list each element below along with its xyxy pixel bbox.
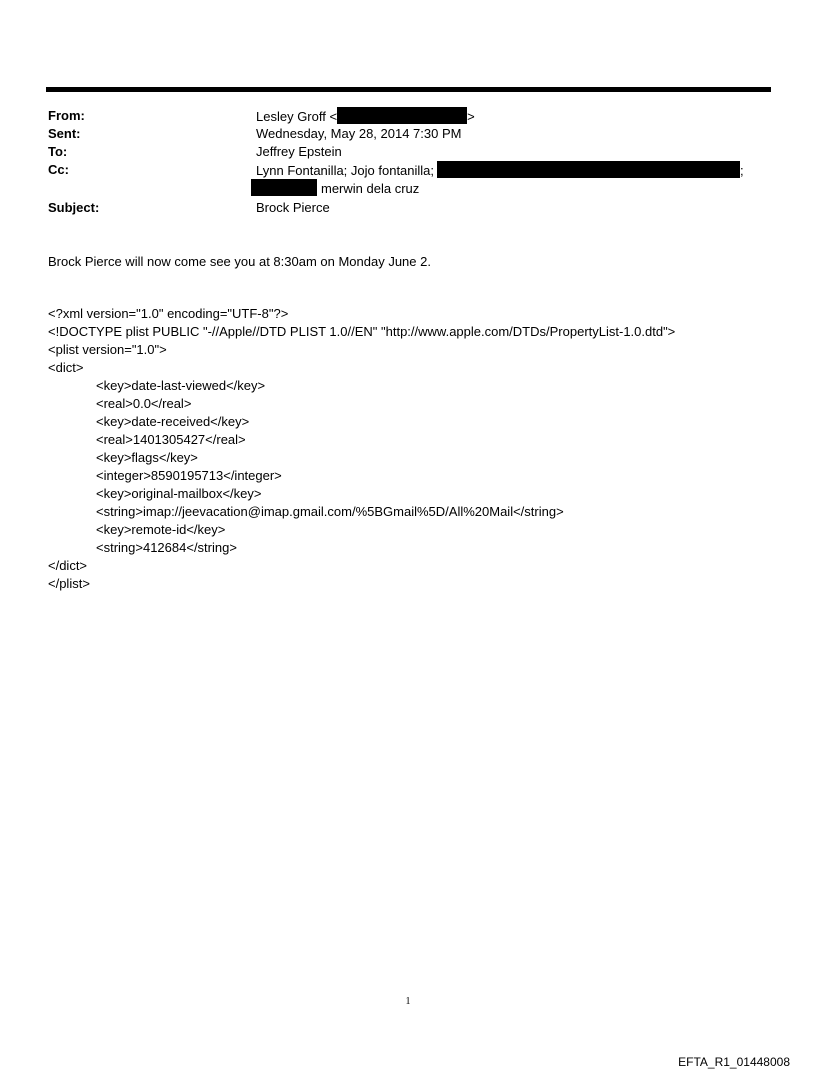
xml-line: <!DOCTYPE plist PUBLIC "-//Apple//DTD PLIST 1.0//EN" "http://www.apple.com/DTDs/PropertyList-1.0.dtd"> (48, 324, 676, 339)
cc-label: Cc: (48, 162, 69, 177)
xml-line: <?xml version="1.0" encoding="UTF-8"?> (48, 306, 289, 321)
from-label: From: (48, 108, 85, 123)
xml-line: <key>date-last-viewed</key> (96, 378, 266, 393)
xml-line: <string>imap://jeevacation@imap.gmail.com/%5BGmail%5D/All%20Mail</string> (96, 504, 564, 519)
xml-line: </plist> (48, 576, 90, 591)
cc-value-line-2 (251, 179, 419, 198)
xml-line: <real>1401305427</real> (96, 432, 246, 447)
subject-value: Brock Pierce (256, 200, 330, 215)
to-value: Jeffrey Epstein (256, 144, 342, 159)
redaction-box (337, 107, 467, 124)
cc-value-line-1 (256, 161, 744, 180)
from-close: > (467, 109, 475, 124)
header-divider (46, 87, 771, 92)
from-name: Lesley Groff < (256, 109, 338, 124)
xml-line: <key>remote-id</key> (96, 522, 226, 537)
xml-line: <real>0.0</real> (96, 396, 192, 411)
document-id: EFTA_R1_01448008 (678, 1055, 790, 1069)
subject-label: Subject: (48, 200, 100, 215)
sent-label: Sent: (48, 126, 81, 141)
xml-line: <dict> (48, 360, 84, 375)
page-number: 1 (405, 996, 411, 1007)
cc-names: Lynn Fontanilla; Jojo fontanilla; (256, 163, 435, 178)
message-body: Brock Pierce will now come see you at 8:30am on Monday June 2. (48, 254, 431, 269)
to-label: To: (48, 144, 68, 159)
xml-line: <plist version="1.0"> (48, 342, 167, 357)
xml-line: <key>original-mailbox</key> (96, 486, 262, 501)
xml-line: </dict> (48, 558, 88, 573)
redaction-box (251, 179, 317, 196)
xml-line: <key>flags</key> (96, 450, 198, 465)
cc-trailing: ; (740, 163, 744, 178)
xml-line: <integer>8590195713</integer> (96, 468, 282, 483)
cc-names-2: merwin dela cruz (321, 181, 420, 196)
sent-value: Wednesday, May 28, 2014 7:30 PM (256, 126, 462, 141)
xml-line: <string>412684</string> (96, 540, 237, 555)
redaction-box (437, 161, 740, 178)
xml-line: <key>date-received</key> (96, 414, 250, 429)
from-value (256, 107, 475, 126)
